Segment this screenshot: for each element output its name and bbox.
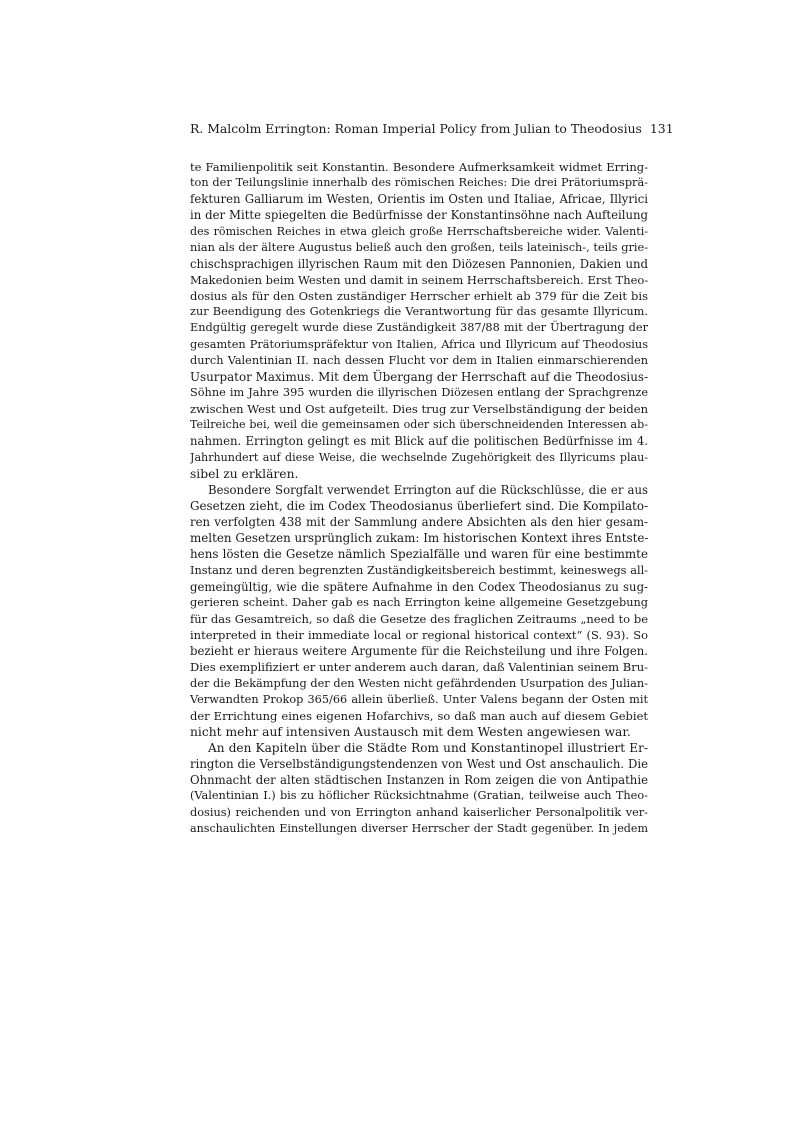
text-line: fekturen Galliarum im Westen, Orientis im Osten und Italiae, Africae, Illyrici [190, 192, 648, 207]
text-line: chischsprachigen illyrischen Raum mit den Diözesen Pannonien, Dakien und [190, 256, 648, 271]
text-line: gerieren scheint. Daher gab es nach Errington keine allgemeine Gesetzgebung [190, 595, 648, 609]
text-line: interpreted in their immediate local or regional historical context“ (S. 93). So [190, 628, 648, 643]
text-line: Verwandten Prokop 365/66 allein überließ. Unter Valens begann der Osten mit [190, 692, 648, 706]
text-line: Söhne im Jahre 395 wurden die illyrischen Diözesen entlang der Sprachgrenze [190, 385, 648, 399]
text-line: nian als der ältere Augustus beließ auch den großen, teils lateinisch-, teils grie- [190, 240, 648, 254]
text-line: zwischen West und Ost aufgeteilt. Dies trug zur Verselbständigung der beiden [190, 402, 648, 417]
text-line: Makedonien beim Westen und damit in seinem Herrschaftsbereich. Erst Theo- [190, 272, 648, 287]
text-line: sibel zu erklären. [190, 466, 299, 481]
text-line: der Errichtung eines eigenen Hofarchivs, so daß man auch auf diesem Gebiet [190, 708, 648, 723]
text-line: Ohnmacht der alten städtischen Instanzen in Rom zeigen die von Antipathie [190, 773, 648, 788]
text-line: Usurpator Maximus. Mit dem Übergang der Herrschaft auf die Theodosius- [190, 369, 648, 384]
text-line: zur Beendigung des Gotenkriegs die Verantwortung für das gesamte Illyricum. [190, 305, 648, 319]
text-line: Endgültig geregelt wurde diese Zuständigkeit 387/88 mit der Übertragung der [190, 321, 648, 335]
text-line: melten Gesetzen ursprünglich zukam: Im historischen Kontext ihres Entste- [190, 531, 648, 546]
text-line: bezieht er hieraus weitere Argumente für die Reichsteilung und ihre Folgen. [190, 644, 648, 659]
text-line: rington die Verselbständigungstendenzen von West und Ost anschaulich. Die [190, 757, 648, 772]
text-line: des römischen Reiches in etwa gleich große Herrschaftsbereiche wider. Valenti- [190, 224, 648, 238]
text-line: (Valentinian I.) bis zu höflicher Rücksichtnahme (Gratian, teilweise auch Theo- [190, 789, 648, 803]
text-line: ton der Teilungslinie innerhalb des römischen Reiches: Die drei Prätoriumsprä- [190, 176, 648, 190]
text-line: der die Bekämpfung der den Westen nicht gefährdenden Usurpation des Julian- [190, 676, 648, 690]
text-line: in der Mitte spiegelten die Bedürfnisse der Konstantinsöhne nach Aufteilung [190, 208, 648, 223]
text-line: gemeingültig, wie die spätere Aufnahme in den Codex Theodosianus zu sug- [190, 579, 648, 594]
running-header [190, 121, 674, 137]
text-line: Dies exemplifiziert er unter anderem auch daran, daß Valentinian seinem Bru- [190, 660, 648, 675]
text-line: dosius) reichenden und von Errington anhand kaiserlicher Personalpolitik ver- [190, 805, 648, 819]
text-line: nahmen. Errington gelingt es mit Blick auf die politischen Bedürfnisse im 4. [190, 434, 648, 449]
body-text [190, 159, 648, 837]
text-line: dosius als für den Osten zuständiger Herrscher erhielt ab 379 für die Zeit bis [190, 289, 648, 304]
text-line: ren verfolgten 438 mit der Sammlung andere Absichten als den hier gesam- [190, 515, 648, 530]
text-line: te Familienpolitik seit Konstantin. Besondere Aufmerksamkeit widmet Erring- [190, 160, 648, 174]
text-line: Teilreiche bei, weil die gemeinsamen oder sich überschneidenden Interessen ab- [190, 418, 648, 432]
text-line: Besondere Sorgfalt verwendet Errington auf die Rückschlüsse, die er aus [208, 482, 648, 497]
text-line: nicht mehr auf intensiven Austausch mit dem Westen angewiesen war. [190, 724, 631, 739]
text-line: Gesetzen zieht, die im Codex Theodosianus überliefert sind. Die Kompilato- [190, 498, 648, 513]
page-number: 131 [649, 121, 674, 136]
text-line: gesamten Prätoriumspräfektur von Italien, Africa und Illyricum auf Theodosius [190, 337, 648, 351]
text-line: durch Valentinian II. nach dessen Flucht vor dem in Italien einmarschierenden [190, 353, 648, 367]
text-line: für das Gesamtreich, so daß die Gesetze des fraglichen Zeitraums „need to be [190, 611, 648, 626]
text-line: Jahrhundert auf diese Weise, die wechselnde Zugehörigkeit des Illyricums plau- [190, 450, 648, 464]
text-line: An den Kapiteln über die Städte Rom und Konstantinopel illustriert Er- [208, 741, 648, 756]
text-line: anschaulichten Einstellungen diverser Herrscher der Stadt gegenüber. In jedem [190, 821, 648, 835]
text-line: Instanz und deren begrenzten Zuständigkeitsbereich bestimmt, keineswegs all- [190, 563, 648, 577]
running-title: R. Malcolm Errington: Roman Imperial Policy from Julian to Theodosius [190, 121, 642, 136]
text-line: hens lösten die Gesetze nämlich Spezialfälle und waren für eine bestimmte [190, 547, 648, 562]
